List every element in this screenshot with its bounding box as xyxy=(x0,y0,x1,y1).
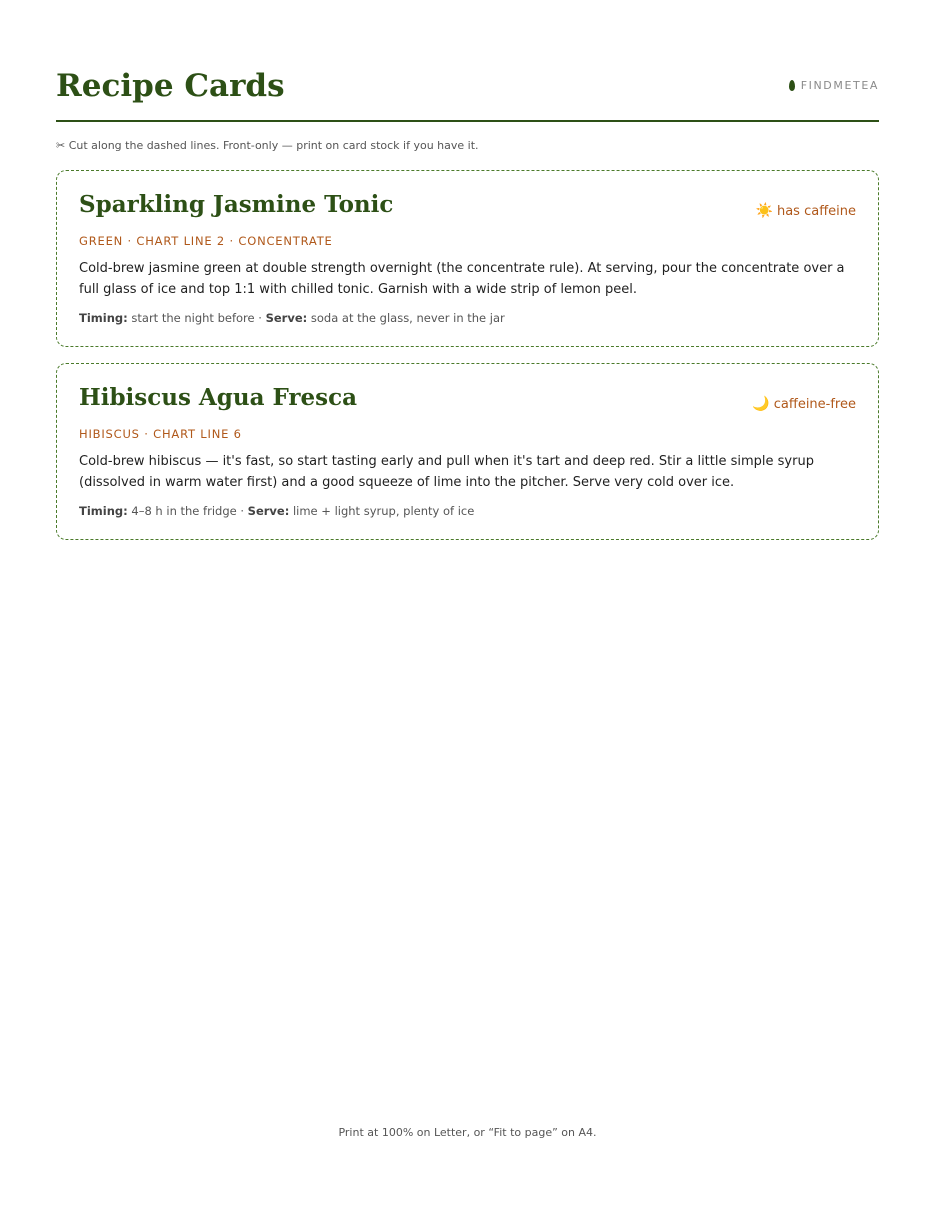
timing-value: start the night before xyxy=(131,311,255,325)
caffeine-label: has caffeine xyxy=(776,203,856,219)
brand xyxy=(789,79,879,92)
serve-value: soda at the glass, never in the jar xyxy=(310,311,505,325)
recipe-title: Sparkling Jasmine Tonic xyxy=(79,191,394,218)
timing-label: Timing: xyxy=(79,504,128,518)
recipe-card xyxy=(56,363,879,540)
print-note: Print at 100% on Letter, or “Fit to page” on A4. xyxy=(338,1126,597,1139)
leaf-icon xyxy=(789,80,795,91)
recipe-card xyxy=(56,170,879,347)
caffeine-badge xyxy=(752,396,856,412)
brand-name: FINDMETEA xyxy=(800,79,879,92)
details-separator: · xyxy=(254,311,266,325)
caffeine-label: caffeine-free xyxy=(773,396,856,412)
timing-label: Timing: xyxy=(79,311,128,325)
details-separator: · xyxy=(236,504,248,518)
page-header xyxy=(56,64,879,122)
timing-value: 4–8 h in the fridge xyxy=(131,504,237,518)
cut-instructions: ✂ Cut along the dashed lines. Front-only — print on card stock if you have it. xyxy=(56,139,479,152)
recipe-meta: GREEN · CHART LINE 2 · CONCENTRATE xyxy=(79,234,333,248)
recipe-meta: HIBISCUS · CHART LINE 6 xyxy=(79,427,242,441)
sun-icon: ☀️ xyxy=(755,203,773,219)
recipe-details xyxy=(79,311,505,325)
recipe-details xyxy=(79,504,474,518)
serve-label: Serve: xyxy=(265,311,308,325)
recipe-instructions: Cold-brew hibiscus — it's fast, so start tasting early and pull when it's tart and deep red. Stir a little simple syrup (dissolved in warm water first) and a good squeeze of lime into the pitcher. Serve very cold over ice. xyxy=(79,454,814,490)
serve-label: Serve: xyxy=(247,504,290,518)
page-title: Recipe Cards xyxy=(56,68,285,104)
recipe-instructions: Cold-brew jasmine green at double strength overnight (the concentrate rule). At serving, pour the concentrate over a full glass of ice and top 1:1 with chilled tonic. Garnish with a wide strip of lemon peel. xyxy=(79,261,845,297)
recipe-title: Hibiscus Agua Fresca xyxy=(79,384,358,411)
caffeine-badge xyxy=(756,203,856,219)
serve-value: lime + light syrup, plenty of ice xyxy=(292,504,475,518)
moon-icon: 🌙 xyxy=(752,396,770,412)
